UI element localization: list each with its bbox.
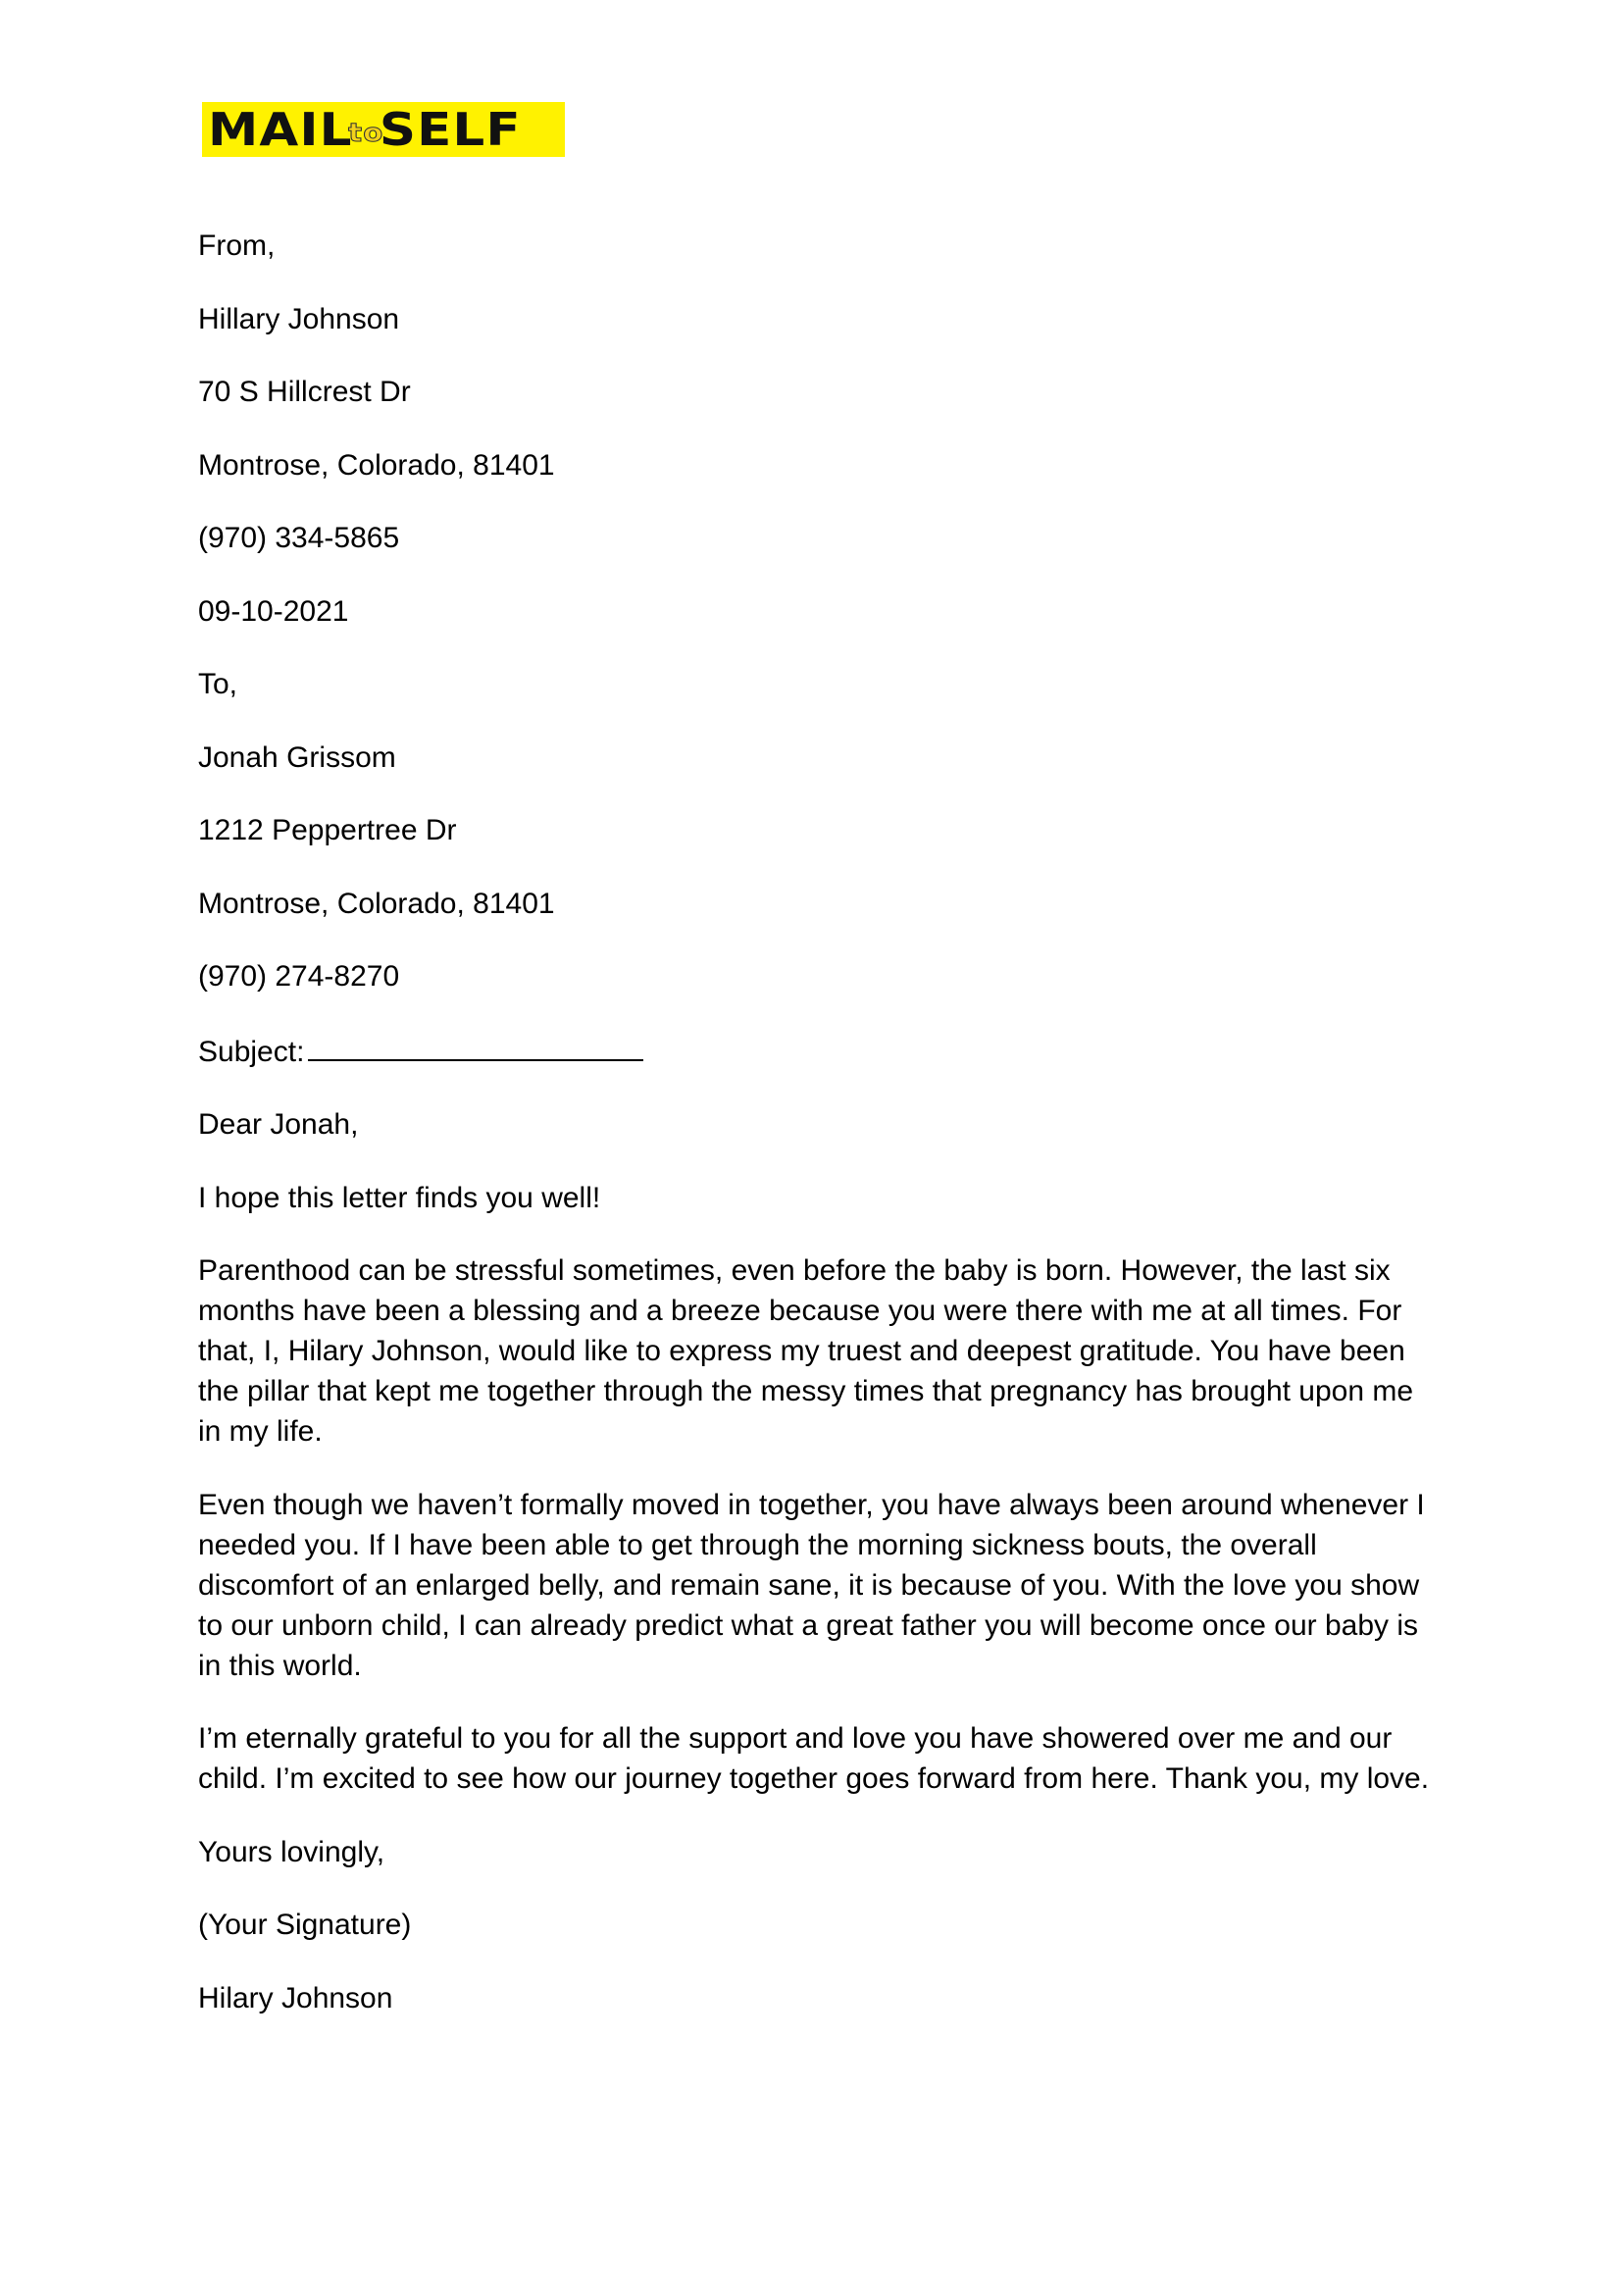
- sender-street: 70 S Hillcrest Dr: [198, 376, 411, 408]
- letter-date: 09-10-2021: [198, 594, 349, 628]
- mail-to-self-logo: [202, 102, 565, 157]
- recipient-street: 1212 Peppertree Dr: [198, 814, 457, 846]
- signer-name: Hilary Johnson: [198, 1981, 393, 2014]
- sender-phone: (970) 334-5865: [198, 522, 400, 554]
- recipient-city: Montrose, Colorado, 81401: [198, 887, 555, 920]
- recipient-phone: (970) 274-8270: [198, 960, 400, 993]
- sender-city: Montrose, Colorado, 81401: [198, 448, 555, 482]
- recipient-name: Jonah Grissom: [198, 740, 396, 774]
- body-paragraph-2: Even though we haven’t formally moved in together, you have always been around whenever I needed you. If I have been able to get through the morning sickness bouts, the overall discomfort of an enlarged belly, and remain sane, it is because of you. With the love you show to our unborn child, I can already predict what a great father you will become once our baby is in this world.: [198, 1488, 1425, 1682]
- to-label: To,: [198, 668, 238, 700]
- signature-placeholder: (Your Signature): [198, 1909, 412, 1941]
- body-paragraph-1: Parenthood can be stressful sometimes, even before the baby is born. However, the last six months have been a blessing and a breeze because you were there with me at all times. For that, I, Hilary Johnson, would like to express my truest and deepest gratitude. You have been the pillar that kept me together through the messy times that pregnancy has brought upon me in my life.: [198, 1254, 1414, 1448]
- letter-body: [198, 226, 1444, 2051]
- subject-blank: [308, 1030, 643, 1061]
- from-label: From,: [198, 229, 276, 262]
- opening-line: I hope this letter finds you well!: [198, 1181, 601, 1214]
- logo-text-self: SELF: [379, 103, 522, 156]
- closing: Yours lovingly,: [198, 1835, 385, 1868]
- logo-wordmark: [208, 103, 522, 156]
- subject-label: Subject:: [198, 1035, 305, 1068]
- subject-line: [198, 1030, 1444, 1072]
- body-paragraph-3: I’m eternally grateful to you for all the support and love you have showered over me and our child. I’m excited to see how our journey together goes forward from here. Thank you, my love.: [198, 1722, 1430, 1795]
- logo-text-mail: MAIL: [208, 103, 353, 156]
- sender-name: Hillary Johnson: [198, 302, 400, 335]
- greeting: Dear Jonah,: [198, 1108, 359, 1141]
- logo-text-to: to: [348, 118, 384, 148]
